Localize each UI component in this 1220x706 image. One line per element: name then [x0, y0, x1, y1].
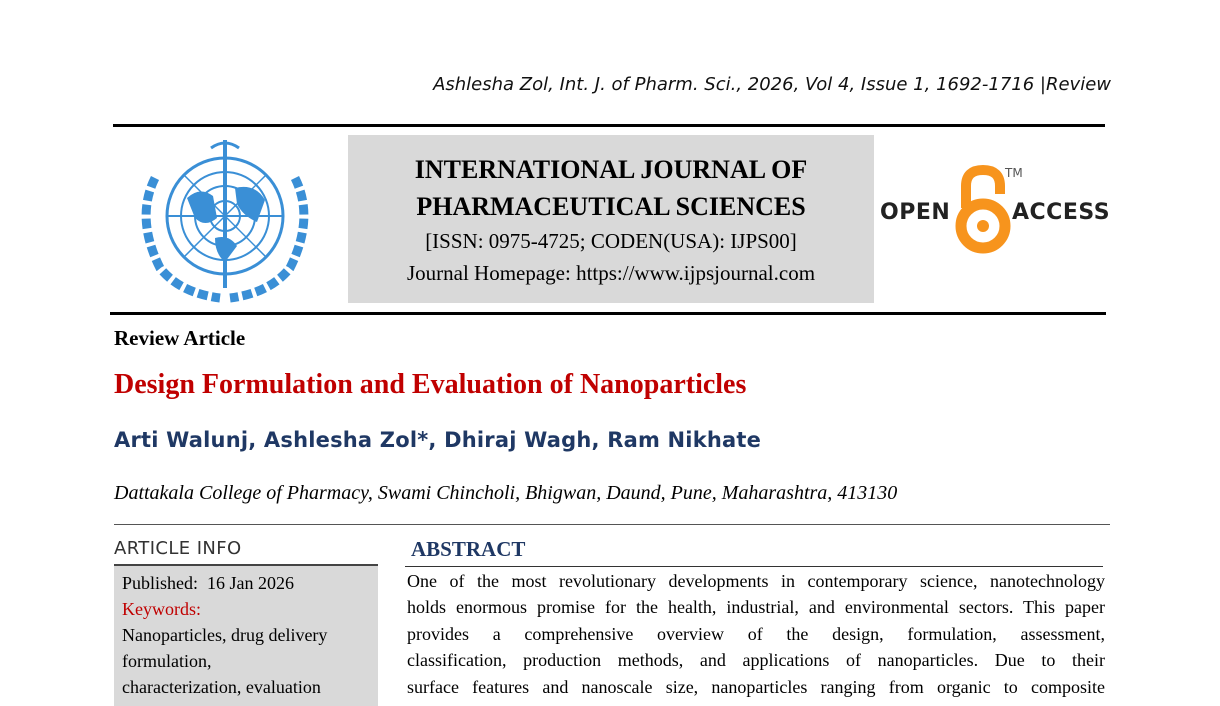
published-label: Published:: [122, 573, 199, 593]
journal-name-line1: INTERNATIONAL JOURNAL OF: [414, 155, 808, 184]
affiliation-rule: [114, 524, 1110, 525]
abstract-body: [407, 568, 1105, 700]
masthead-top-rule: [113, 124, 1105, 127]
author-affiliation: Dattakala College of Pharmacy, Swami Chincholi, Bhigwan, Daund, Pune, Maharashtra, 413130: [114, 482, 898, 504]
journal-masthead-box: [348, 135, 874, 303]
abstract-line: surface features and nanoscale size, nanoparticles ranging from organic to composite: [407, 676, 1105, 697]
abstract-line: One of the most revolutionary developments in contemporary science, nanotechnology: [407, 571, 1105, 591]
keywords-line: Nanoparticles, drug delivery: [122, 625, 328, 645]
un-emblem-logo-icon: [125, 138, 325, 306]
abstract-rule: [405, 566, 1103, 567]
trademark-mark: TM: [1005, 166, 1023, 180]
published-row: [122, 570, 378, 596]
journal-issn: [ISSN: 0975-4725; CODEN(USA): IJPS00]: [425, 229, 797, 253]
abstract-line: provides a comprehensive overview of the design, formulation, assessment,: [407, 623, 1105, 644]
article-title: Design Formulation and Evaluation of Nanoparticles: [114, 369, 747, 400]
open-access-logo: [880, 162, 1110, 258]
published-date: 16 Jan 2026: [207, 573, 295, 593]
article-type: Review Article: [114, 326, 246, 350]
journal-name: [348, 151, 874, 225]
abstract-line: holds enormous promise for the health, industrial, and environmental sectors. This paper: [407, 597, 1105, 618]
keywords-line: characterization, evaluation: [122, 677, 321, 697]
article-info-box: [114, 566, 378, 706]
abstract-line: classification, production methods, and applications of nanoparticles. Due to their: [407, 650, 1105, 671]
keywords-line: formulation,: [122, 651, 212, 671]
journal-homepage: Journal Homepage: https://www.ijpsjournal.com: [406, 261, 816, 285]
article-authors: Arti Walunj, Ashlesha Zol*, Dhiraj Wagh, Ram Nikhate: [114, 428, 762, 452]
article-info-heading: ARTICLE INFO: [114, 538, 242, 559]
open-access-left-text: OPEN: [880, 200, 951, 225]
keywords-label: Keywords:: [122, 599, 201, 619]
masthead-bottom-rule: [110, 312, 1106, 315]
running-header: Ashlesha Zol, Int. J. of Pharm. Sci., 2026, Vol 4, Issue 1, 1692-1716 |Review: [433, 74, 1111, 95]
open-access-right-text: ACCESS: [1012, 200, 1111, 225]
journal-name-line2: PHARMACEUTICAL SCIENCES: [416, 192, 806, 221]
open-padlock-icon: [954, 164, 1012, 254]
abstract-heading: ABSTRACT: [411, 537, 526, 561]
